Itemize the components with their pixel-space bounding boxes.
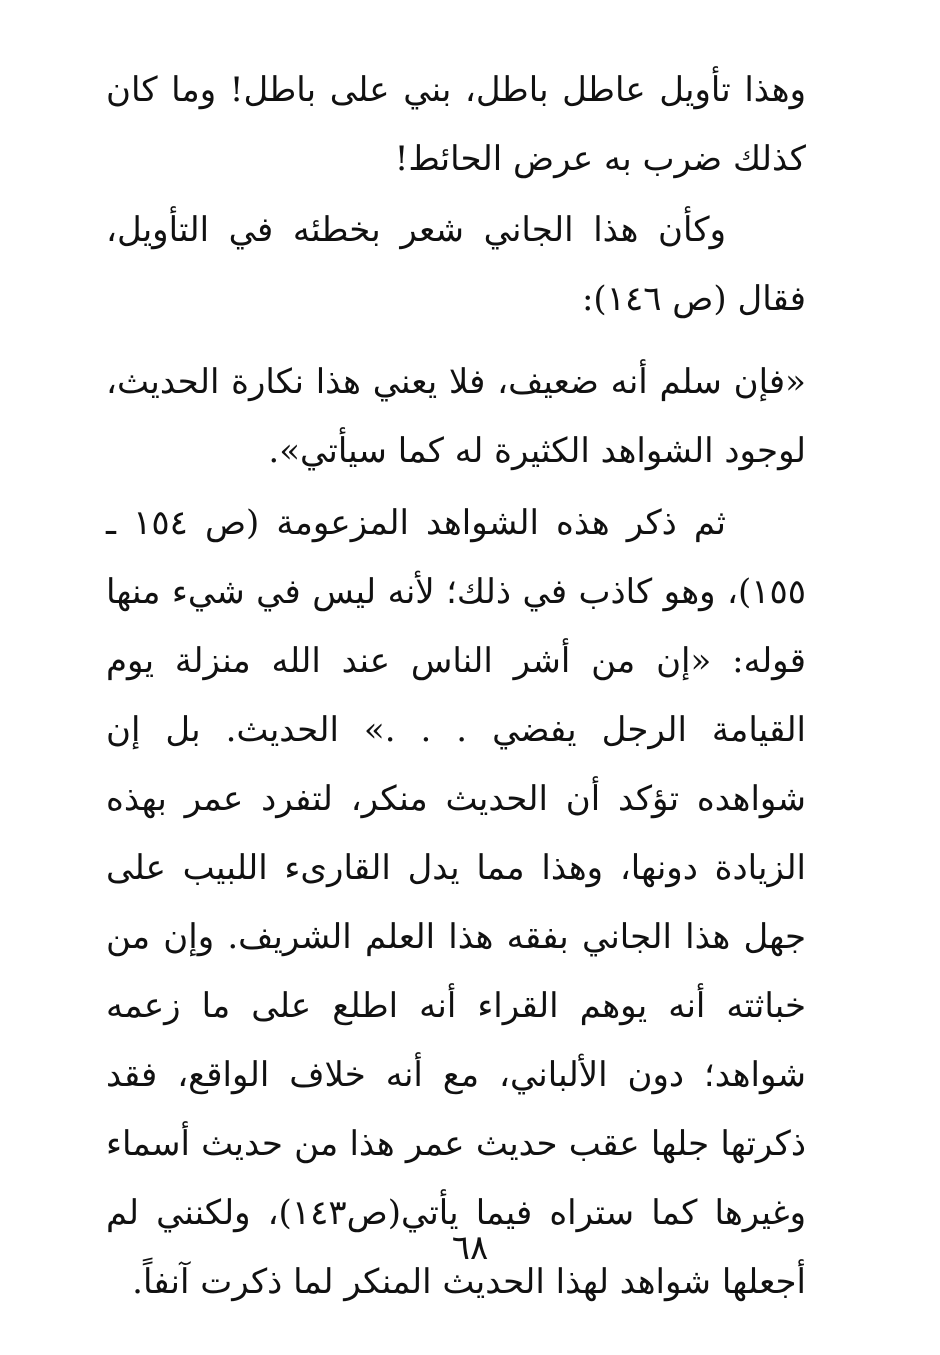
paragraph-text: ثم ذكر هذه الشواهد المزعومة (ص ١٥٤ ـ ١٥٥)، وهو كاذب في ذلك؛ لأنه ليس في شيء منها قوله: «إن من أشر الناس عند الله منزلة يوم القيامة الرجل يفضي . . .» الحديث. بل إن شواهده تؤكد أن الحديث منكر، لتفرد عمر بهذه الزيادة دونها، وهذا مما يدل القارىء اللبيب على جهل هذا الجاني بفقه هذا العلم الشريف. وإن من خباثته أنه يوهم القراء أنه اطلع على ما زعمه شواهد؛ دون الألباني، مع أنه خلاف الواقع، فقد ذكرتها جلها عقب حديث عمر هذا من حديث أسماء وغيرها كما ستراه فيما يأتي(ص١٤٣)، ولكنني لم أجعلها شواهد لهذا الحديث المنكر لما ذكرت آنفاً. (106, 503, 806, 1302)
page-number: ٦٨ (451, 1228, 489, 1268)
quoted-paragraph (106, 348, 806, 486)
paragraph-text: وكأن هذا الجاني شعر بخطئه في التأويل، فقال (ص ١٤٦): (106, 210, 806, 319)
body-paragraph (106, 489, 806, 1317)
paragraph-text: وهذا تأويل عاطل باطل، بني على باطل! وما كان كذلك ضرب به عرض الحائط! (106, 70, 806, 179)
body-paragraph (106, 56, 806, 194)
paragraph-text: «فإن سلم أنه ضعيف، فلا يعني هذا نكارة الحديث، لوجود الشواهد الكثيرة له كما سيأتي». (106, 362, 806, 471)
body-paragraph (106, 196, 806, 334)
